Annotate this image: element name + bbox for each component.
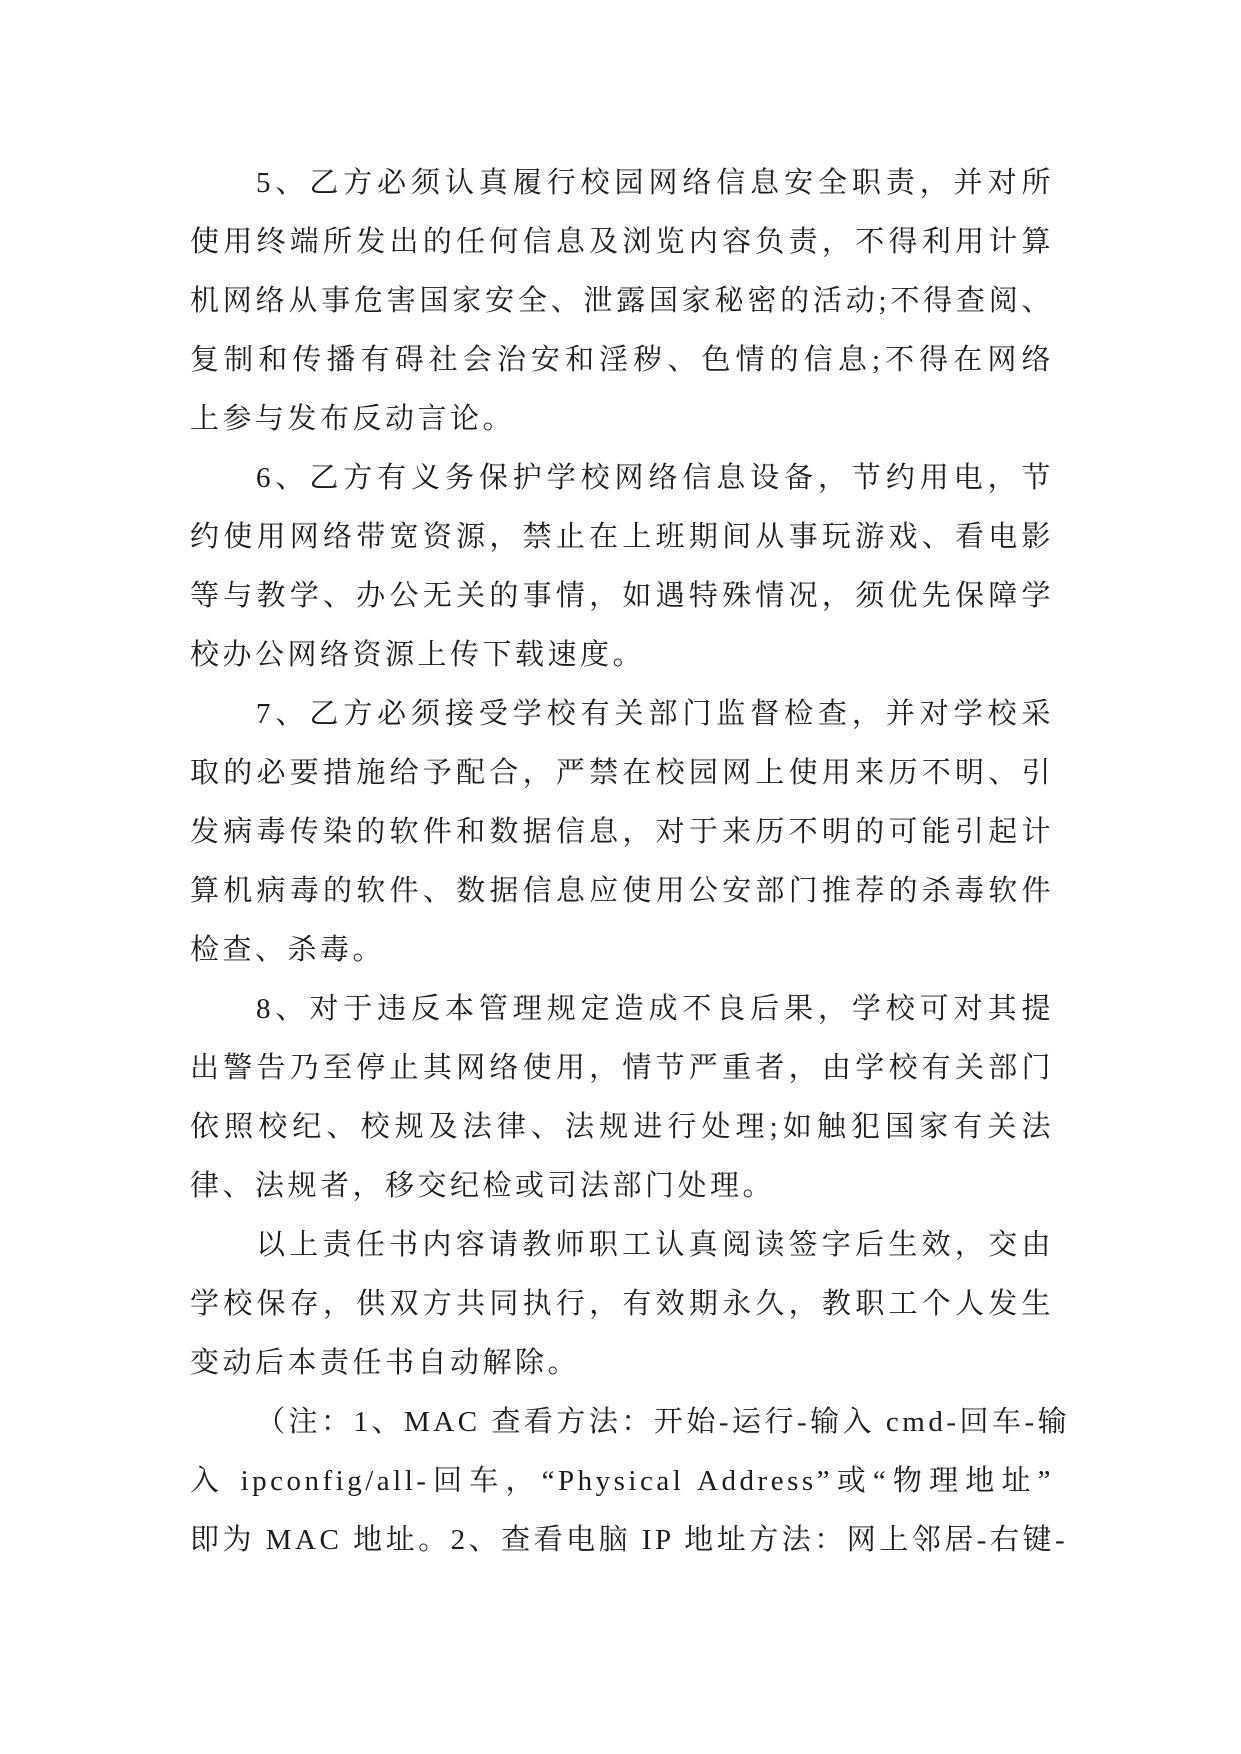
- text-line: 依照校纪、校规及法律、法规进行处理;如触犯国家有关法: [190, 1111, 1054, 1143]
- text-line: 5、乙方必须认真履行校园网络信息安全职责，并对所: [256, 167, 1054, 199]
- note-paragraph: [190, 1393, 1071, 1570]
- text-line: 校办公网络资源上传下载速度。: [190, 639, 646, 671]
- text-line: 出警告乃至停止其网络使用，情节严重者，由学校有关部门: [190, 1052, 1054, 1084]
- text-line: 上参与发布反动言论。: [190, 403, 516, 435]
- text-line: （注：1、MAC 查看方法：开始-运行-输入 cmd-回车-输: [256, 1406, 1071, 1438]
- text-line: 发病毒传染的软件和数据信息，对于来历不明的可能引起计: [190, 816, 1054, 848]
- clause-8-paragraph: [190, 980, 1054, 1216]
- clause-7-paragraph: [190, 685, 1054, 980]
- text-line: 使用终端所发出的任何信息及浏览内容负责，不得利用计算: [190, 226, 1054, 258]
- text-line: 律、法规者，移交纪检或司法部门处理。: [190, 1170, 776, 1202]
- text-line: 以上责任书内容请教师职工认真阅读签字后生效，交由: [256, 1229, 1054, 1261]
- text-line: 约使用网络带宽资源，禁止在上班期间从事玩游戏、看电影: [190, 521, 1054, 553]
- text-line: 7、乙方必须接受学校有关部门监督检查，并对学校采: [256, 698, 1054, 730]
- document-body: [190, 154, 1071, 1570]
- text-line: 变动后本责任书自动解除。: [190, 1347, 581, 1379]
- closing-paragraph: [190, 1216, 1054, 1393]
- text-line: 取的必要措施给予配合，严禁在校园网上使用来历不明、引: [190, 757, 1054, 789]
- text-line: 复制和传播有碍社会治安和淫秽、色情的信息;不得在网络: [190, 344, 1054, 376]
- text-line: 等与教学、办公无关的事情，如遇特殊情况，须优先保障学: [190, 580, 1054, 612]
- text-line: 即为 MAC 地址。2、查看电脑 IP 地址方法：网上邻居-右键-: [190, 1524, 1069, 1556]
- clause-5-paragraph: [190, 154, 1054, 449]
- text-line: 8、对于违反本管理规定造成不良后果，学校可对其提: [256, 993, 1054, 1025]
- text-line: 算机病毒的软件、数据信息应使用公安部门推荐的杀毒软件: [190, 875, 1054, 907]
- clause-6-paragraph: [190, 449, 1054, 685]
- text-line: 学校保存，供双方共同执行，有效期永久，教职工个人发生: [190, 1288, 1054, 1320]
- text-line: 检查、杀毒。: [190, 934, 386, 966]
- text-line: 6、乙方有义务保护学校网络信息设备，节约用电，节: [256, 462, 1054, 494]
- text-line: 机网络从事危害国家安全、泄露国家秘密的活动;不得查阅、: [190, 285, 1054, 317]
- text-line: 入 ipconfig/all-回车，“Physical Address”或“物理地址”: [190, 1465, 1054, 1497]
